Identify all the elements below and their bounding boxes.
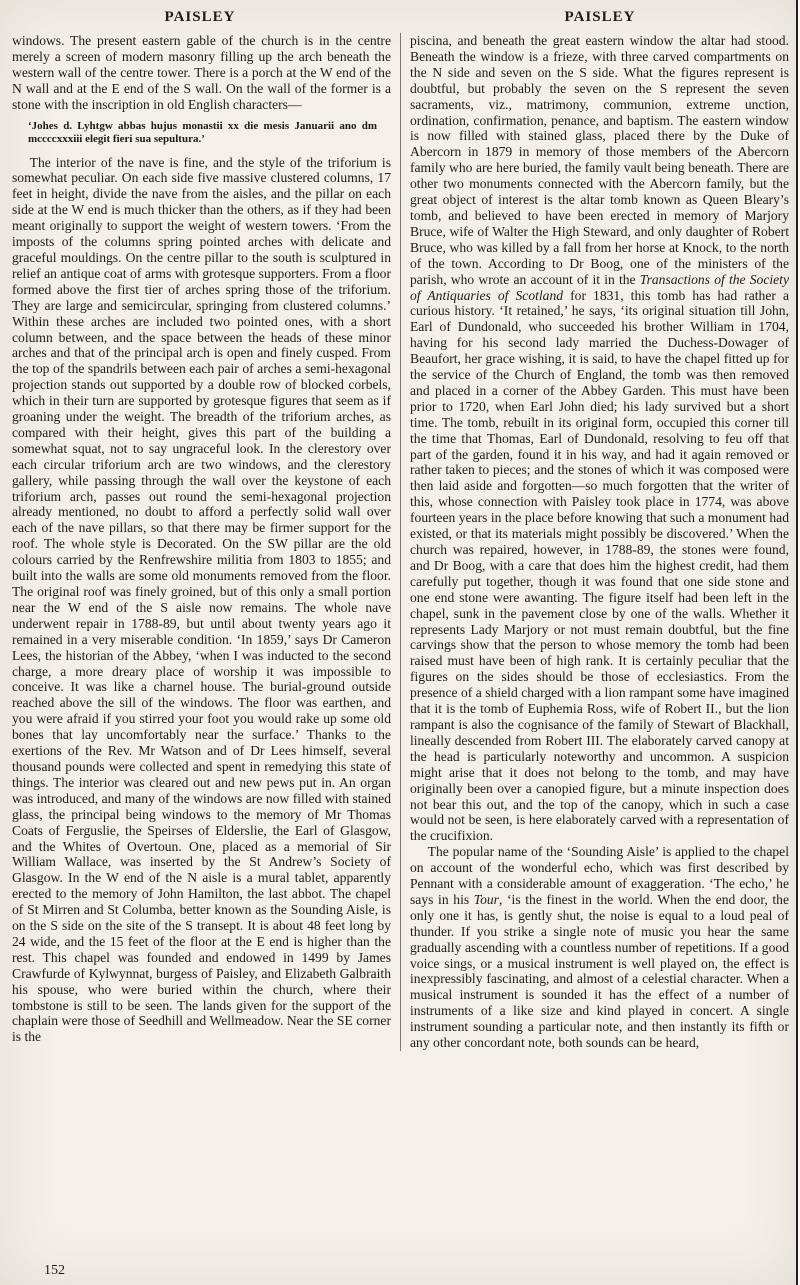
old-english-inscription: ‘Johes d. Lyhtgw abbas hujus monastii xx die mesis Januarii ano dm mccccxxxiii elegit fieri sua sepultura.’ — [28, 119, 377, 146]
italic-publication-title: Tour — [473, 891, 499, 907]
paragraph — [410, 844, 789, 1051]
paragraph — [410, 33, 789, 844]
paragraph-text: The popular name of the ‘Sounding Aisle’ is applied to the chapel on account of the wonderful echo, which was first described by Pennant with a considerable amount of exaggeration. ‘The echo,’ he says in his — [410, 844, 789, 907]
paragraph: The interior of the nave is fine, and the style of the triforium is somewhat peculiar. On each side five massive clustered columns, 17 feet in height, divide the nave from the aisles, and the pillar on each side at the W end is much thicker than the others, as if they had been meant originally to support the weight of western towers. ‘From the imposts of the columns spring pointed arches with delicate and graceful mouldings. On the centre pillar to the south is sculptured in relief an antique coat of arms with grotesque supporters. From a floor formed above the first tier of arches spring those of the triforium. They are large and semicircular, springing from clustered columns.’ Within these arches are included two pointed ones, with a short column between, and the space between the heads of these minor arches and that of the principal arch is open and finely cusped. From the top of the spandrils between each pair of arches a semi-hexagonal projection stands out supported by a double row of blocked corbels, which in their turn are supported by grotesque figures that seem as if groaning under the weight. The breadth of the triforium arches, as compared with their height, gives this part of the building a somewhat squat, not to say ungraceful look. In the clerestory over each circular triforium arch are two windows, and the clerestory gallery, while passing through the wall over the keystone of each triforium arch, passes out round the semi-hexagonal projection already mentioned, no doubt to afford a perfectly solid wall over each of the nave pillars, so that there may be firmer support for the roof. The whole style is Decorated. On the SW pillar are the old colours carried by the Renfrewshire militia from 1803 to 1855; and built into the walls are some old monuments removed from the floor. The original roof was finely groined, but of this only a small portion near the W end of the S aisle now remains. The whole nave underwent repair in 1788-89, but until about twenty years ago it remained in a very miserable condition. ‘In 1859,’ says Dr Cameron Lees, the historian of the Abbey, ‘when I was inducted to the second charge, a more dreary place of worship it was impossible to conceive. It was like a charnel house. The burial-ground outside reached above the sill of the windows. The floor was earthen, and you were afraid if you stirred your foot you would rake up some old bones that lay uncomfortably near the surface.’ Thanks to the exertions of the Rev. Mr Watson and of Dr Lees himself, several thousand pounds were collected and spent in remedying this state of things. The interior was cleared out and new pews put in. An organ was introduced, and many of the windows are now filled with stained glass, the principal being windows to the memory of Mr Thomas Coats of Ferguslie, the Speirses of Elderslie, the Earl of Glasgow, and the Whites of Overtoun. One, placed as a memorial of Sir William Wallace, was inserted by the St Andrew’s Society of Glasgow. In the W end of the N aisle is a mural tablet, apparently erected to the memory of John Hamilton, the last abbot. The chapel of St Mirren and St Columba, better known as the Sounding Aisle, is on the S side on the site of the S transept. It is about 48 feet long by 24 wide, and the 15 feet of the floor at the E end is higher than the rest. This chapel was founded and endowed in 1499 by James Crawfurde of Kylwynnat, burgess of Paisley, and Elizabeth Galbraith his spouse, who were buried within the church, where their tombstone is still to be seen. The lands given for the support of the chaplain were those of Seedhill and Wellmeadow. Near the SE corner is the — [12, 154, 391, 1045]
paragraph: windows. The present eastern gable of the church is in the centre merely a screen of modern masonry filling up the arch beneath the western wall of the centre tower. There is a porch at the W end of the N wall and at the E end of the S wall. On the wall of the former is a stone with the inscription in old English characters— — [12, 33, 391, 112]
running-head-right: PAISLEY — [564, 9, 636, 25]
text-columns — [0, 26, 800, 1051]
running-header — [0, 0, 800, 26]
running-head-left: PAISLEY — [164, 9, 236, 25]
left-column — [12, 33, 400, 1051]
right-column — [401, 33, 789, 1051]
paragraph-text: for 1831, this tomb has had rather a curious history. ‘It retained,’ he says, ‘its original situation till John, Earl of Dundonald, who succeeded his brother William in 1704, having for his second lady married the Duchess-Dowager of Beaufort, her grace wishing, it is said, to have the chapel fitted up for the service of the Church of England, the tomb was then removed and placed in a corner of the Abbey Garden. This must have been prior to 1720, when Earl John died; his lady survived but a short time. The tomb, rebuilt in its original form, occupied this corner till the time that Thomas, Earl of Dundonald, resolving to feu off that part of the garden, found it in his way, and had it again removed or rather taken to pieces; and the stones of which it was composed were then laid aside and forgotten—so much forgotten that the writer of this, whose connection with Paisley took place in 1774, was above fourteen years in the place before knowing that such a monument had existed, or that its materials might possibly be discovered.’ When the church was repaired, however, in 1788-89, the stones were found, and Dr Boog, with a care that does him the highest credit, had them carefully put together, though it was found that one side stone and one end stone were awanting. The figure itself had been left in the chapel, sunk in the pavement close by one of the walls. Whether it represents Lady Marjory or not must remain doubtful, but the fine carvings show that the person to whose memory the tomb had been raised must have been of high rank. It is certainly peculiar that the figures on the sides should be those of ecclesiastics. From the presence of a shield charged with a lion rampant some have imagined that it is the tomb of Euphemia Ross, wife of Robert II., but the lion rampant is also the cognisance of the family of Stewart of Blackhall, lineally descended from Robert III. The elaborately carved canopy at the head is particularly noteworthy and uncommon. A suspicion might arise that it does not belong to the tomb, and may have originally been over a canopied figure, but a minute inspection does not bear this out, and the top of the canopy, which in such a case would not be seen, is here elaborately carved with a representation of the crucifixion. — [410, 287, 790, 844]
italic-publication-title: Transactions of the Society of Antiquaries of Scotland — [410, 271, 789, 303]
scan-edge-line — [796, 0, 798, 1285]
paragraph-text: , ‘is the finest in the world. When the end door, the only one it has, is gently shut, the noise is equal to a loud peal of thunder. If you strike a single note of music you hear the same gradually ascending with a countless number of repetitions. If a good voice sings, or a musical instrument is well played on, the effect is inexpressibly fascinating, and almost of a celestial character. When a musical instrument is sounded it has the effect of a number of instruments of a like size and kind played in concert. A single instrument sounding a particular note, and then instantly its fifth or any other concordant note, both sounds can be heard, — [410, 891, 789, 1051]
page-number: 152 — [44, 1263, 65, 1278]
paragraph-text: piscina, and beneath the great eastern window the altar had stood. Beneath the window is a frieze, with three carved compartments on the N side and seven on the S side. What the figures represent is doubtful, but probably the seven on the S represent the seven sacraments, viz., matrimony, communion, extreme unction, ordination, confirmation, penance, and baptism. The eastern window is now filled with stained glass, placed there by the Duke of Abercorn in 1879 in memory of those members of the Abercorn family who are here buried, the family vault being beneath. There are other two monuments connected with the Abercorn family, but the great object of interest is the altar tomb known as Queen Bleary’s tomb, and believed to have been erected in memory of Marjory Bruce, wife of Walter the High Steward, and only daughter of Robert Bruce, who was killed by a fall from her horse at Knock, to the north of the town. According to Dr Boog, one of the ministers of the parish, who wrote an account of it in the — [410, 33, 789, 287]
